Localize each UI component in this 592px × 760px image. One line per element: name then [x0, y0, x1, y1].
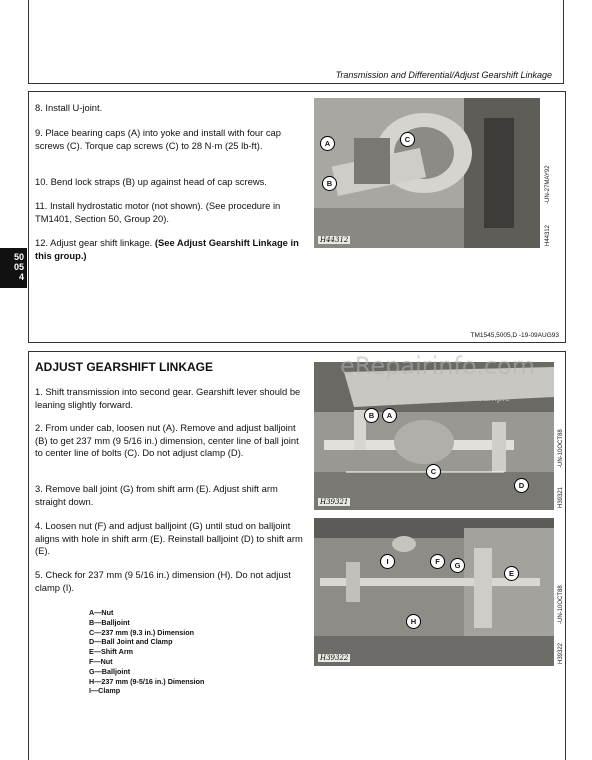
- step-text: 1. Shift transmission into second gear. Gearshift lever should be leaning slightly forward.: [35, 386, 301, 410]
- callout-label: A: [382, 408, 397, 423]
- step-text: 5. Check for 237 mm (9 5/16 in.) dimension (H). Do not adjust clamp (I).: [35, 569, 291, 593]
- u-joint-photo-art: [314, 98, 540, 248]
- legend-item: D—Ball Joint and Clamp: [89, 637, 173, 647]
- legend-item: H—237 mm (9-5/16 in.) Dimension: [89, 676, 205, 686]
- section-title: ADJUST GEARSHIFT LINKAGE: [35, 360, 214, 374]
- legend-item: I—Clamp: [89, 686, 121, 696]
- step-text: 11. Install hydrostatic motor (not shown). (See procedure in TM1401, Section 50, Group 20).: [35, 200, 281, 224]
- page-header-title: Transmission and Differential/Adjust Gearshift Linkage: [335, 70, 552, 80]
- figure-side-id: -UN-10OCT88: [558, 585, 564, 624]
- watermark-text: eRepairinfo.com: [340, 352, 536, 380]
- figure-number: H44312: [320, 236, 349, 244]
- callout-label: A: [320, 136, 335, 151]
- step-12-text: 12. Adjust gear shift linkage.: [35, 237, 155, 248]
- callout-label: D: [514, 478, 529, 493]
- callout-label: C: [426, 464, 441, 479]
- figure-side-code: H39322: [558, 642, 564, 664]
- linkage-photo-bottom-art: [314, 518, 554, 666]
- legend-item: F—Nut: [89, 656, 113, 666]
- figure-side-code: H44312: [545, 224, 551, 246]
- legend-item: C—237 mm (9.3 in.) Dimension: [89, 627, 195, 637]
- callout-label: F: [430, 554, 445, 569]
- callout-label: E: [504, 566, 519, 581]
- section-tab-line: 50: [13, 252, 24, 262]
- section-tab-line: 05: [13, 262, 24, 272]
- step-text: [35, 237, 307, 262]
- step-text: 4. Loosen nut (F) and adjust balljoint (G) until stud on balljoint aligns with hole in shift arm (E). Reinstall balljoint (D) to shift arm (E).: [35, 520, 303, 556]
- watermark-subtext: watermark only on this sample: [375, 393, 511, 404]
- figure-side-id: -UN-10OCT88: [558, 429, 564, 468]
- legend-item: B—Balljoint: [89, 617, 130, 627]
- legend-item: A—Nut: [89, 608, 114, 617]
- u-joint-panel: [28, 91, 566, 343]
- linkage-photo-top: [314, 362, 554, 510]
- footer-code: TM1545,5005,D -19-09AUG93: [470, 332, 559, 339]
- legend-item: G—Balljoint: [89, 666, 131, 676]
- linkage-photo-bottom: [314, 518, 554, 666]
- step-text: 2. From under cab, loosen nut (A). Remove and adjust balljoint (B) to get 237 mm (9 5/16 in.) dimension, center line of ball joint to center line of bolts (C). Do not adjust clamp (D).: [35, 422, 299, 458]
- callout-label: H: [406, 614, 421, 629]
- figure-side-id: -UN-27MAY92: [545, 165, 551, 204]
- callout-label: B: [364, 408, 379, 423]
- section-tab: [0, 248, 27, 288]
- legend-list: [89, 608, 204, 696]
- step-text: 10. Bend lock straps (B) up against head of cap screws.: [35, 176, 267, 187]
- step-text: 8. Install U-joint.: [35, 102, 103, 113]
- figure-number: H39321: [320, 498, 349, 506]
- step-text: 9. Place bearing caps (A) into yoke and install with four cap screws (C). Torque cap screws (C) to 28 N·m (25 lb-ft).: [35, 127, 281, 151]
- callout-label: B: [322, 176, 337, 191]
- adjust-gearshift-panel: [28, 351, 566, 760]
- figure-side-code: H39321: [558, 486, 564, 508]
- callout-label: I: [380, 554, 395, 569]
- step-12-reference-link[interactable]: (See Adjust Gearshift Linkage in this group.): [35, 237, 299, 261]
- u-joint-photo: [314, 98, 540, 248]
- callout-label: C: [400, 132, 415, 147]
- figure-number: H39322: [320, 654, 349, 662]
- callout-label: G: [450, 558, 465, 573]
- legend-item: E—Shift Arm: [89, 647, 134, 657]
- step-text: 3. Remove ball joint (G) from shift arm (E). Adjust shift arm straight down.: [35, 483, 278, 507]
- section-tab-line: 4: [18, 272, 24, 282]
